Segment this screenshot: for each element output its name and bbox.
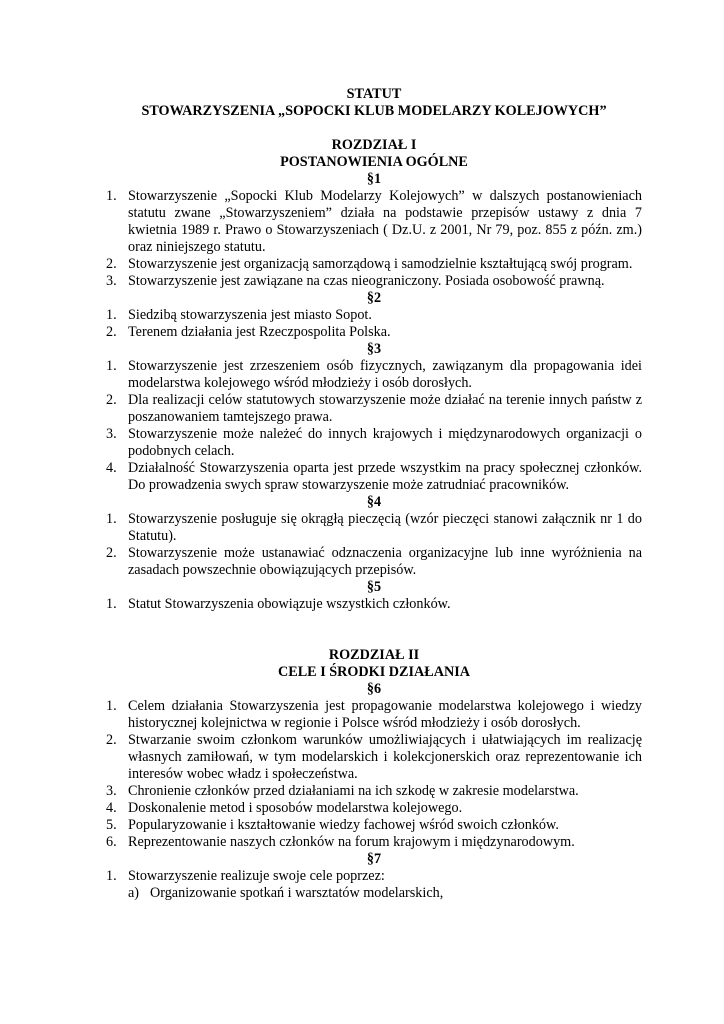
sub-list: [106, 885, 642, 902]
section-mark: §3: [366, 341, 382, 357]
chapter-subheading: POSTANOWIENIA OGÓLNE: [280, 154, 468, 170]
list-item: 2. Terenem działania jest Rzeczpospolita Polska.: [106, 324, 391, 340]
list-item: 3. Stowarzyszenie jest zawiązane na czas nieograniczony. Posiada osobowość prawną.: [106, 273, 605, 289]
chapter-heading: ROZDZIAŁ I: [331, 137, 417, 153]
list-item: 4. Działalność Stowarzyszenia oparta jest przede wszystkim na pracy społecznej członków. Do prowadzenia swych spraw stowarzyszenie może zatrudniać pracowników.: [106, 460, 642, 493]
section-mark: §2: [366, 290, 382, 306]
list-item: 2. Stowarzyszenie jest organizacją samorządową i samodzielnie kształtującą swój program.: [106, 256, 633, 272]
section-list: [106, 698, 642, 851]
list-item: 1. Stowarzyszenie realizuje swoje cele poprzez:: [106, 868, 385, 884]
section-list: [106, 188, 642, 290]
list-item: 1. Stowarzyszenie jest zrzeszeniem osób fizycznych, zawiązanym dla propagowania idei modelarstwa kolejowego wśród młodzieży i osób dorosłych.: [106, 358, 642, 391]
document-title: STATUT: [346, 86, 402, 102]
section-list: [106, 596, 642, 613]
section-mark: §7: [366, 851, 382, 867]
list-item: 5. Popularyzowanie i kształtowanie wiedzy fachowej wśród swoich członków.: [106, 817, 559, 833]
list-item: 2. Stowarzyszenie może ustanawiać odznaczenia organizacyjne lub inne wyróżnienia na zasadach powszechnie obowiązujących przepisów.: [106, 545, 642, 578]
list-item: 3. Stowarzyszenie może należeć do innych krajowych i międzynarodowych organizacji o podobnych celach.: [106, 426, 642, 459]
list-item: 2. Stwarzanie swoim członkom warunków umożliwiających i ułatwiających im realizację własnych zamiłowań, w tym modelarskich i kolekcjonerskich oraz reprezentowanie ich interesów wobec władz i społeczeństwa.: [106, 732, 642, 782]
section-list: [106, 868, 642, 885]
document-page: [106, 86, 642, 902]
list-item: 4. Doskonalenie metod i sposobów modelarstwa kolejowego.: [106, 800, 463, 816]
list-item: 1. Siedzibą stowarzyszenia jest miasto Sopot.: [106, 307, 372, 323]
sub-list-item: a) Organizowanie spotkań i warsztatów modelarskich,: [128, 885, 444, 901]
chapter-subheading: CELE I ŚRODKI DZIAŁANIA: [278, 664, 470, 680]
section-mark: §5: [366, 579, 382, 595]
list-item: 1. Stowarzyszenie „Sopocki Klub Modelarzy Kolejowych” w dalszych postanowieniach statutu zwane „Stowarzyszeniem” działa na podstawie przepisów ustawy z dnia 7 kwietnia 1989 r. Prawo o Stowarzyszeniach ( Dz.U. z 2001, Nr 79, poz. 855 z późn. zm.) oraz niniejszego statutu.: [106, 188, 642, 255]
section-list: [106, 511, 642, 579]
section-list: [106, 307, 642, 341]
list-item: 1. Stowarzyszenie posługuje się okrągłą pieczęcią (wzór pieczęci stanowi załącznik nr 1 do Statutu).: [106, 511, 642, 544]
list-item: 6. Reprezentowanie naszych członków na forum krajowym i międzynarodowym.: [106, 834, 575, 850]
list-item: 3. Chronienie członków przed działaniami na ich szkodę w zakresie modelarstwa.: [106, 783, 579, 799]
section-list: [106, 358, 642, 494]
section-mark: §4: [366, 494, 382, 510]
section-mark: §1: [366, 171, 382, 187]
list-item: 1. Statut Stowarzyszenia obowiązuje wszystkich członków.: [106, 596, 451, 612]
section-mark: §6: [366, 681, 382, 697]
list-item: 1. Celem działania Stowarzyszenia jest propagowanie modelarstwa kolejowego i wiedzy historycznej kolejnictwa w regionie i Polsce wśród młodzieży i osób dorosłych.: [106, 698, 642, 731]
list-item: 2. Dla realizacji celów statutowych stowarzyszenie może działać na terenie innych państw z poszanowaniem tamtejszego prawa.: [106, 392, 642, 425]
document-subtitle: STOWARZYSZENIA „SOPOCKI KLUB MODELARZY KOLEJOWYCH”: [141, 103, 607, 119]
chapter-heading: ROZDZIAŁ II: [328, 647, 420, 663]
